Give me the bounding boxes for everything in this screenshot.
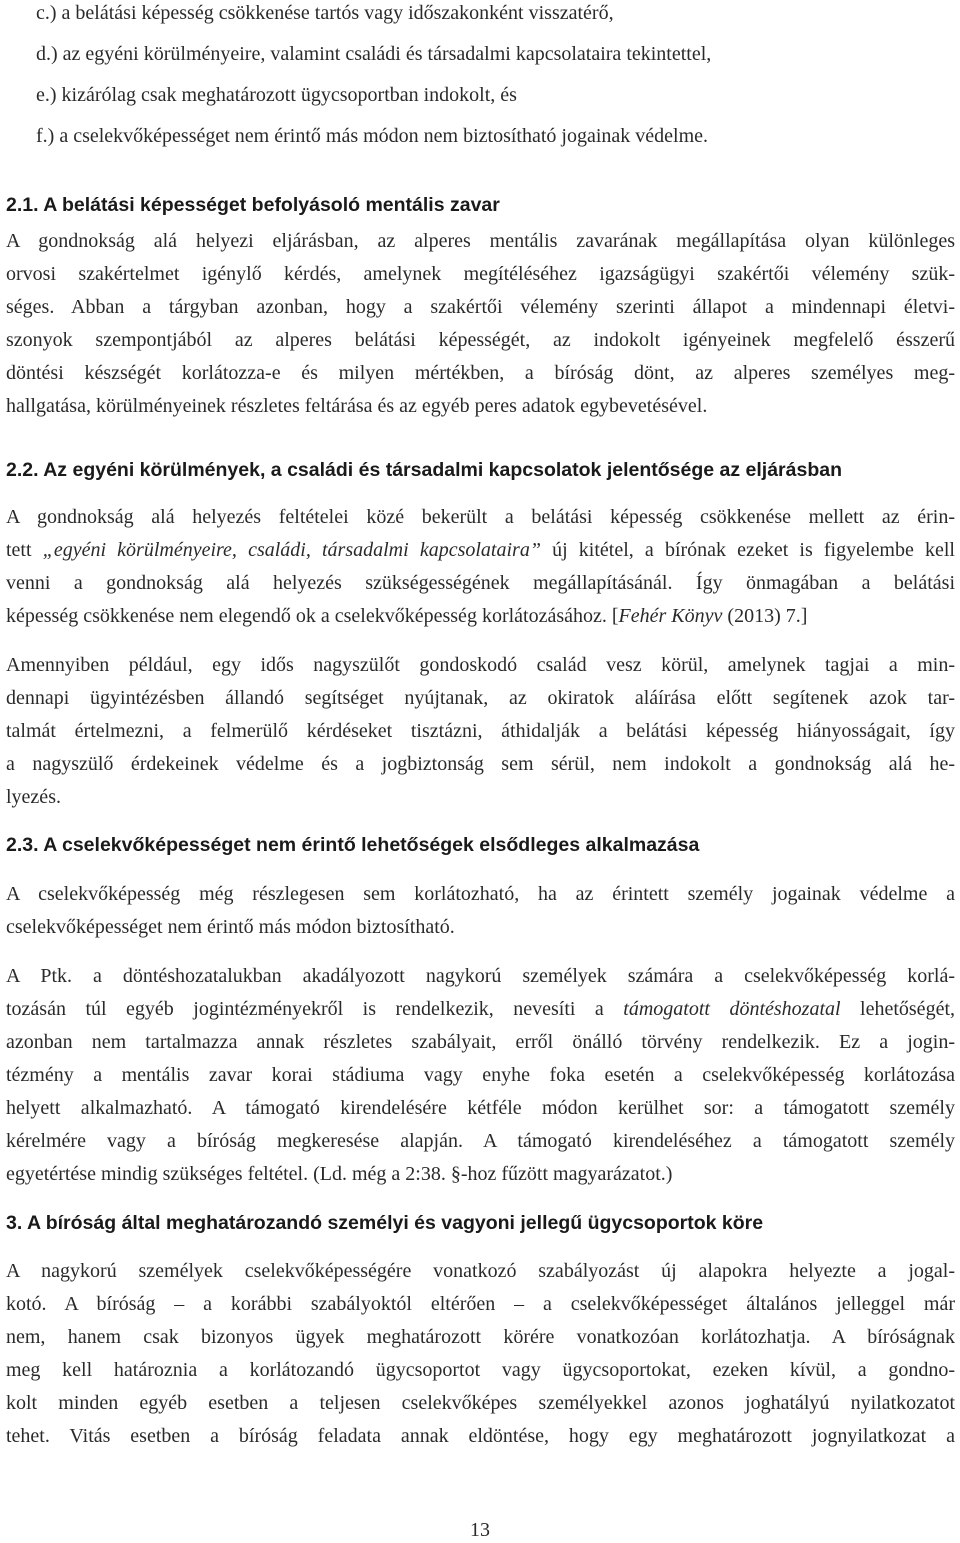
citation-title: Fehér Könyv	[618, 605, 723, 627]
text-line: nem, hanem csak bizonyos ügyek meghatározott körére vonatkozóan korlátozhatja. A bíróságnak	[6, 1326, 955, 1348]
list-item-d: d.) az egyéni körülményeire, valamint családi és társadalmi kapcsolataira tekintettel,	[36, 43, 712, 65]
text-line: tehet. Vitás esetben a bíróság feladata annak eldöntése, hogy egy meghatározott jognyilatkozat a	[6, 1425, 955, 1447]
text-line	[6, 600, 955, 633]
paragraph-2-3-b	[6, 960, 955, 1191]
text-line: A gondnokság alá helyezés feltételei közé bekerült a belátási képesség csökkenése mellett az érin-	[6, 506, 955, 528]
paragraph-2-2-b	[6, 649, 955, 814]
list-item-f: f.) a cselekvőképességet nem érintő más módon nem biztosítható jogainak védelme.	[36, 125, 709, 147]
section-heading-2-3: 2.3. A cselekvőképességet nem érintő lehetőségek elsődleges alkalmazása	[6, 834, 700, 856]
text-line: hallgatása, körülményeinek részletes feltárása és az egyéb peres adatok egybevetésével.	[6, 395, 708, 417]
emphasized-term: támogatott döntéshozatal	[623, 998, 841, 1020]
text-fragment: képesség csökkenése nem elegendő ok a cselekvőképesség korlátozásához. [	[6, 605, 619, 627]
text-fragment: új kitétel, a bírónak ezeket is figyelembe kell	[540, 539, 955, 561]
paragraph-2-1	[6, 225, 955, 423]
section-heading-2-1: 2.1. A belátási képességet befolyásoló mentális zavar	[6, 194, 500, 216]
list-item-e: e.) kizárólag csak meghatározott ügycsoportban indokolt, és	[36, 84, 517, 106]
quoted-phrase: „egyéni körülményeire, családi, társadalmi kapcsolataira”	[42, 539, 541, 561]
text-line: dennapi ügyintézésben állandó segítséget nyújtanak, az okiratok aláírása előtt segítenek azok tar-	[6, 687, 955, 709]
text-fragment: lehetőségét,	[840, 998, 955, 1020]
text-line	[6, 534, 955, 567]
text-line: egyetértése mindig szükséges feltétel. (Ld. még a 2:38. §-hoz fűzött magyarázatot.)	[6, 1163, 673, 1185]
text-fragment: (2013) 7.]	[722, 605, 808, 627]
text-line: meg kell határoznia a korlátozandó ügycsoportot vagy ügycsoportokat, ezeken kívül, a gondno-	[6, 1359, 955, 1381]
text-line: A nagykorú személyek cselekvőképességére vonatkozó szabályozást új alapokra helyezte a jogal-	[6, 1260, 955, 1282]
text-line: döntési készségét korlátozza-e és milyen mértékben, a bíróság dönt, az alperes személyes meg-	[6, 362, 955, 384]
text-line: azonban nem tartalmazza annak részletes szabályait, erről önálló törvény rendelkezik. Ez a jogin-	[6, 1031, 955, 1053]
text-line: kotó. A bíróság – a korábbi szabályoktól eltérően – a cselekvőképességet általános jelleggel már	[6, 1293, 955, 1315]
text-line: A gondnokság alá helyezi eljárásban, az alperes mentális zavarának megállapítása olyan különleges	[6, 230, 955, 252]
text-line: A cselekvőképesség még részlegesen sem korlátozható, ha az érintett személy jogainak védelme a	[6, 883, 955, 905]
text-line: lyezés.	[6, 786, 61, 808]
text-line: kérelmére vagy a bíróság megkeresése alapján. A támogató kirendeléséhez a támogatott személy	[6, 1130, 955, 1152]
text-line: talmát értelmezni, a felmerülő kérdéseket tisztázni, áthidalják a belátási képesség hiányosságait, így	[6, 720, 955, 742]
text-line: venni a gondnokság alá helyezés szükségességének megállapításánál. Így önmagában a belátási	[6, 572, 955, 594]
paragraph-2-2-a	[6, 501, 955, 633]
text-line: a nagyszülő érdekeinek védelme és a jogbiztonság sem sérül, nem indokolt a gondnokság alá he-	[6, 753, 955, 775]
list-item-c: c.) a belátási képesség csökkenése tartós vagy időszakonként visszatérő,	[36, 2, 614, 24]
text-fragment: tozásán túl egyéb jogintézményekről is rendelkezik, nevesíti a	[6, 998, 624, 1020]
text-line: szonyok szempontjából az alperes belátási képességét, az indokolt igényeinek megfelelő ésszerű	[6, 329, 955, 351]
text-line: helyett alkalmazható. A támogató kirendelésére kétféle módon kerülhet sor: a támogatott személy	[6, 1097, 955, 1119]
text-line: séges. Abban a tárgyban azonban, hogy a szakértői vélemény szerinti állapot a mindennapi életvi-	[6, 296, 955, 318]
page-number: 13	[470, 1519, 490, 1541]
text-line: tézmény a mentális zavar korai stádiuma vagy enyhe foka esetén a cselekvőképesség korlátozása	[6, 1064, 955, 1086]
text-line: orvosi szakértelmet igénylő kérdés, amelynek megítéléséhez igazságügyi szakértői vélemény szük-	[6, 263, 955, 285]
text-line: Amennyiben például, egy idős nagyszülőt gondoskodó család vesz körül, amelynek tagjai a min-	[6, 654, 955, 676]
text-line: A Ptk. a döntéshozatalukban akadályozott nagykorú személyek számára a cselekvőképesség korlá-	[6, 965, 955, 987]
section-heading-3: 3. A bíróság által meghatározandó személyi és vagyoni jellegű ügycsoportok köre	[6, 1212, 764, 1234]
paragraph-3	[6, 1255, 955, 1453]
text-fragment: tett	[6, 539, 43, 561]
text-line	[6, 993, 955, 1026]
paragraph-2-3-a	[6, 878, 955, 944]
text-line: cselekvőképességet nem érintő más módon biztosítható.	[6, 916, 455, 938]
section-heading-2-2: 2.2. Az egyéni körülmények, a családi és társadalmi kapcsolatok jelentősége az eljárásban	[6, 459, 843, 481]
text-line: kolt minden egyéb esetben a teljesen cselekvőképes személyekkel azonos joghatályú nyilatkozatot	[6, 1392, 955, 1414]
